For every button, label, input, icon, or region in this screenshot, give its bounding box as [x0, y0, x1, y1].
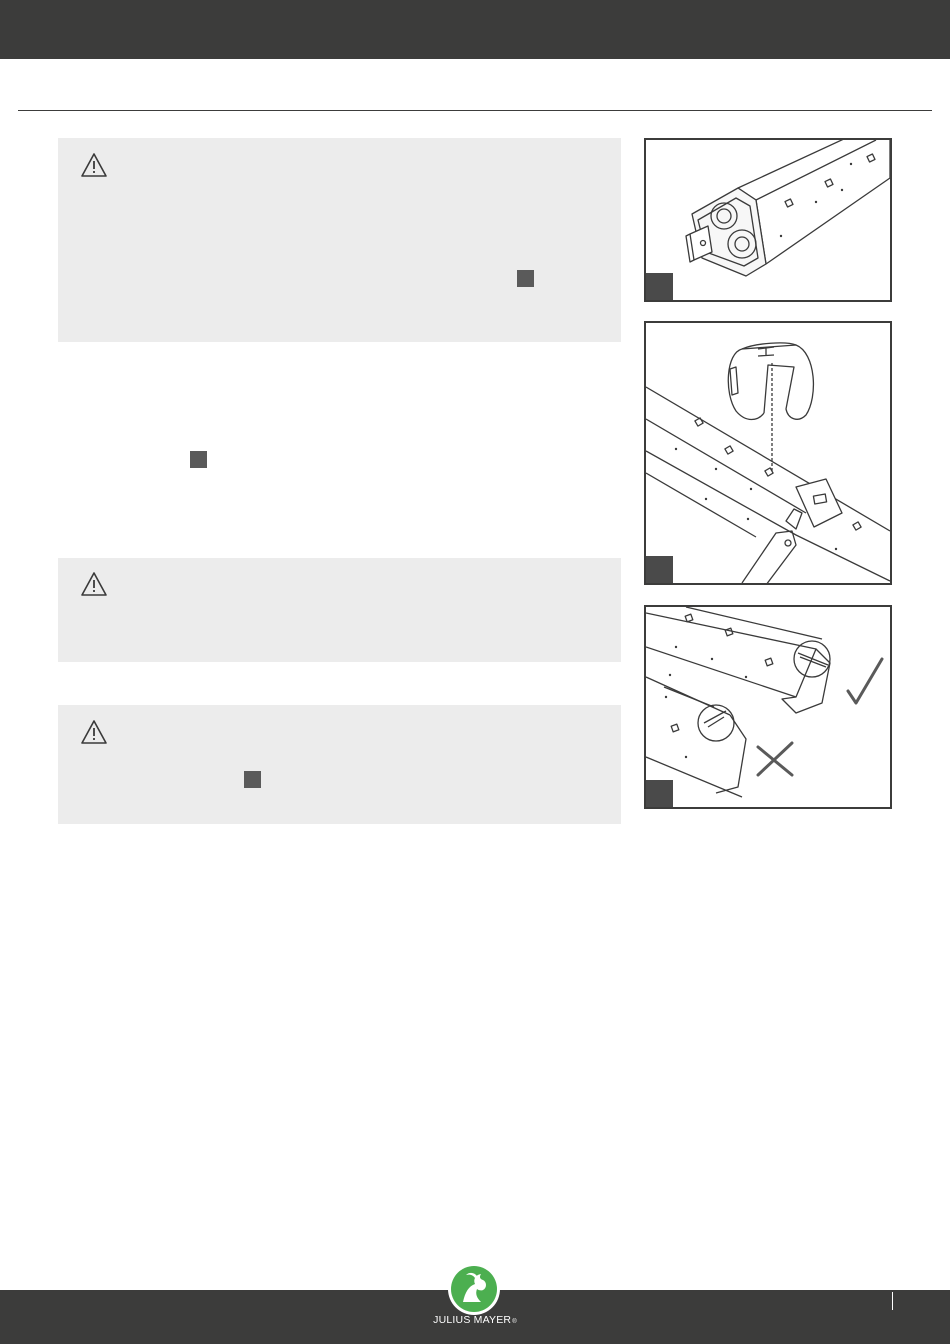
warning-box-2 — [58, 558, 621, 662]
figure-tag — [646, 780, 673, 807]
julius-mayer-logo-icon — [447, 1262, 501, 1316]
registered-mark: ® — [512, 1319, 517, 1325]
seam-check-illustration — [646, 607, 890, 807]
figure-seam-check — [644, 605, 892, 809]
figure-reference-marker — [244, 771, 261, 788]
warning-triangle-icon — [80, 571, 108, 597]
figure-clamp-ring — [644, 321, 892, 585]
figure-tag — [646, 556, 673, 583]
header-rule — [18, 110, 932, 111]
footer-separator — [892, 1292, 893, 1310]
tube-adapter-illustration — [646, 140, 890, 300]
warning-box-3 — [58, 705, 621, 824]
brand-wordmark — [420, 1314, 530, 1326]
figure-reference-marker — [517, 270, 534, 287]
figure-tag — [646, 273, 673, 300]
warning-box-1 — [58, 138, 621, 342]
warning-triangle-icon — [80, 719, 108, 745]
figure-tube-adapter — [644, 138, 892, 302]
check-icon — [848, 659, 882, 703]
brand-name: JULIUS MAYER — [433, 1314, 512, 1326]
header-bar — [0, 0, 950, 59]
clamp-ring-illustration — [646, 323, 890, 583]
warning-triangle-icon — [80, 152, 108, 178]
cross-icon — [758, 743, 792, 775]
figure-reference-marker — [190, 451, 207, 468]
